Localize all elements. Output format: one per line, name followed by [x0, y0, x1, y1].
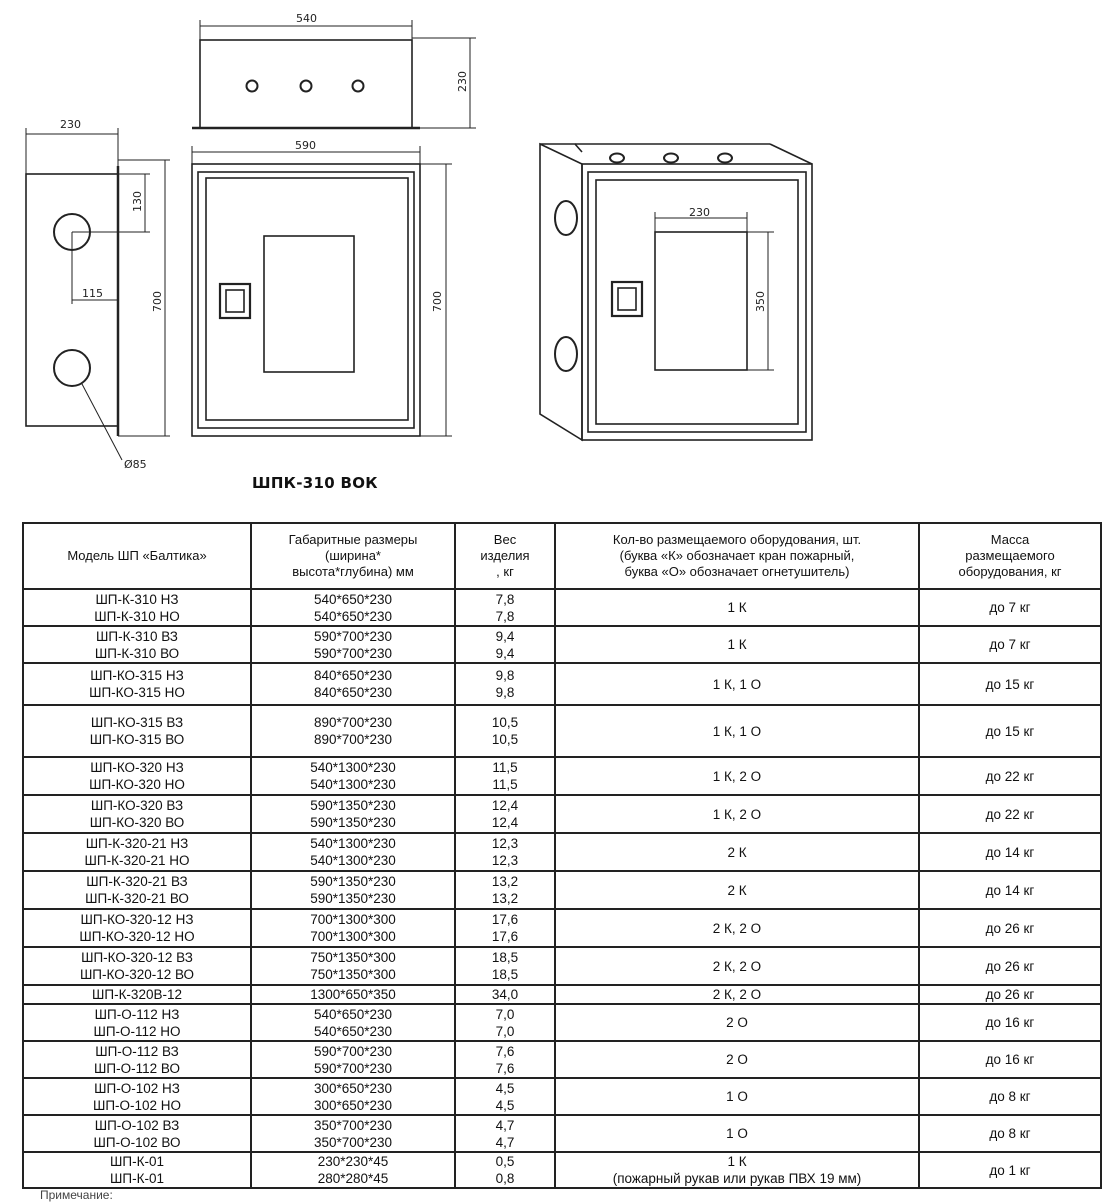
dimensions-cell-line: 590*1350*230 — [310, 798, 396, 813]
weight-cell — [455, 705, 555, 757]
dimensions-cell — [251, 795, 455, 833]
equipment-cell — [555, 909, 919, 947]
model-cell — [23, 705, 251, 757]
weight-cell-line: 4,7 — [495, 1117, 515, 1133]
dimensions-cell — [251, 985, 455, 1004]
equipment-cell — [555, 1078, 919, 1115]
weight-cell-line: 10,5 — [491, 715, 519, 730]
model-cell — [23, 589, 251, 626]
dimensions-cell-line: 540*650*230 — [313, 591, 393, 607]
header-dimensions-line: (ширина* — [325, 548, 381, 563]
equipment-cell-line: 1 К — [727, 600, 747, 615]
table-row — [23, 833, 1101, 871]
dimensions-cell — [251, 589, 455, 626]
dimensions-cell-line: 300*650*230 — [313, 1097, 393, 1113]
model-cell-line: ШП-К-320-21 НЗ — [85, 836, 189, 851]
model-cell-line: ШП-КО-320-12 ВЗ — [81, 950, 193, 965]
equipment-cell-line: 2 О — [726, 1052, 748, 1067]
equipment-cell-line: 1 К — [727, 1154, 747, 1169]
dimensions-cell — [251, 1078, 455, 1115]
model-cell — [23, 833, 251, 871]
weight-cell-line: 18,5 — [491, 967, 519, 982]
dimensions-cell-line: 280*280*45 — [317, 1171, 389, 1186]
weight-cell-line: 10,5 — [491, 732, 519, 747]
weight-cell-line: 4,7 — [495, 1134, 515, 1150]
table-header-row — [23, 523, 1101, 589]
model-cell — [23, 663, 251, 705]
header-model-line: Модель ШП «Балтика» — [67, 548, 207, 563]
mass-cell: до 8 кг — [919, 1115, 1101, 1152]
equipment-cell — [555, 833, 919, 871]
dimensions-cell-line: 540*650*230 — [313, 1023, 393, 1039]
weight-cell-line: 9,4 — [495, 628, 515, 644]
model-cell — [23, 871, 251, 909]
equipment-cell — [555, 795, 919, 833]
model-cell-line: ШП-К-320-21 ВО — [85, 891, 189, 906]
weight-cell-line: 12,4 — [491, 815, 519, 830]
mass-cell: до 26 кг — [919, 947, 1101, 985]
model-cell-line: ШП-КО-315 ВЗ — [90, 715, 184, 730]
table-row — [23, 1152, 1101, 1188]
weight-cell-line: 7,8 — [495, 591, 515, 607]
weight-cell — [455, 833, 555, 871]
weight-cell — [455, 909, 555, 947]
dimensions-cell-line: 540*1300*230 — [310, 853, 396, 868]
equipment-cell — [555, 1115, 919, 1152]
equipment-cell-line: 1 О — [726, 1126, 748, 1141]
dimensions-cell — [251, 1041, 455, 1078]
mass-cell: до 22 кг — [919, 795, 1101, 833]
weight-cell-line: 11,5 — [492, 760, 518, 775]
model-cell-line: ШП-КО-320 НО — [89, 777, 185, 792]
weight-cell-line: 17,6 — [491, 929, 519, 944]
model-cell-line: ШП-К-310 НО — [94, 608, 180, 624]
hole-diameter-label: Ø85 — [124, 458, 147, 471]
mass-cell: до 15 кг — [919, 663, 1101, 705]
dimensions-cell-line: 590*700*230 — [313, 628, 393, 644]
dimensions-cell-line: 890*700*230 — [313, 715, 393, 730]
model-cell — [23, 626, 251, 663]
weight-cell-line: 34,0 — [491, 987, 519, 1002]
weight-cell-line: 9,8 — [495, 668, 515, 683]
weight-cell — [455, 795, 555, 833]
front-view-width-label: 590 — [295, 139, 316, 152]
header-equipment-line: Кол-во размещаемого оборудования, шт. — [612, 532, 862, 547]
equipment-cell — [555, 663, 919, 705]
equipment-cell — [555, 1004, 919, 1041]
equipment-cell-line: 2 К, 2 О — [712, 920, 762, 936]
model-cell-line: ШП-О-102 ВО — [93, 1134, 181, 1150]
weight-cell — [455, 757, 555, 795]
dimensions-cell-line: 840*650*230 — [313, 685, 393, 700]
model-cell-line: ШП-КО-315 НО — [89, 685, 185, 700]
spec-table — [22, 522, 1102, 1189]
header-mass-line: Масса — [990, 532, 1030, 547]
model-cell-line: ШП-О-112 ВЗ — [95, 1043, 179, 1059]
dimensions-cell-line: 540*1300*230 — [310, 760, 396, 775]
top-view-width-label: 540 — [296, 12, 317, 25]
top-view-depth-label: 230 — [456, 71, 469, 92]
header-weight-line: , кг — [496, 564, 514, 579]
weight-cell-line: 12,3 — [491, 836, 519, 851]
dimensions-cell-line: 300*650*230 — [313, 1080, 393, 1096]
weight-cell — [455, 1115, 555, 1152]
dimensions-cell-line: 590*700*230 — [313, 1060, 393, 1076]
side-view-height-label: 700 — [151, 291, 164, 312]
model-cell-line: ШП-О-112 ВО — [94, 1060, 180, 1076]
dimensions-cell-line: 890*700*230 — [313, 732, 393, 747]
dimensions-cell-line: 700*1300*300 — [310, 929, 396, 944]
table-row — [23, 1115, 1101, 1152]
table-row — [23, 663, 1101, 705]
equipment-cell — [555, 1041, 919, 1078]
mass-cell: до 16 кг — [919, 1041, 1101, 1078]
dimensions-cell-line: 750*1350*300 — [310, 950, 396, 965]
table-row — [23, 795, 1101, 833]
model-cell-line: ШП-К-320-21 ВЗ — [86, 874, 188, 889]
dimensions-cell-line: 590*700*230 — [313, 645, 393, 661]
mass-cell: до 7 кг — [919, 589, 1101, 626]
dimensions-cell-line: 1300*650*350 — [310, 987, 396, 1002]
weight-cell-line: 4,5 — [495, 1080, 515, 1096]
equipment-cell-line: 1 К, 1 О — [712, 676, 762, 692]
dimensions-cell — [251, 663, 455, 705]
side-view-hole-offset-top-label: 130 — [131, 191, 144, 212]
table-row — [23, 871, 1101, 909]
table-body — [23, 589, 1101, 1188]
dimensions-cell — [251, 1004, 455, 1041]
equipment-cell-line: (пожарный рукав или рукав ПВХ 19 мм) — [612, 1171, 862, 1186]
table-row — [23, 626, 1101, 663]
dimensions-cell-line: 350*700*230 — [313, 1134, 393, 1150]
weight-cell — [455, 1078, 555, 1115]
weight-cell-line: 7,6 — [495, 1060, 515, 1076]
header-weight — [455, 523, 555, 589]
mass-cell: до 14 кг — [919, 871, 1101, 909]
weight-cell-line: 13,2 — [491, 891, 519, 906]
side-view-hole-offset-side-label: 115 — [82, 287, 103, 300]
dimensions-cell — [251, 1152, 455, 1188]
model-cell-line: ШП-К-310 ВЗ — [96, 628, 178, 644]
header-mass-line: размещаемого — [965, 548, 1055, 563]
weight-cell — [455, 947, 555, 985]
equipment-cell-line: 2 К — [727, 844, 747, 860]
table-row — [23, 1078, 1101, 1115]
dimensions-cell-line: 590*700*230 — [313, 1043, 393, 1059]
dimensions-cell-line: 540*650*230 — [313, 1006, 393, 1022]
equipment-cell-line: 2 О — [726, 1015, 748, 1030]
dimensions-cell-line: 590*1350*230 — [310, 874, 396, 889]
header-dimensions-line: Габаритные размеры — [288, 532, 418, 547]
header-dimensions — [251, 523, 455, 589]
equipment-cell — [555, 626, 919, 663]
model-cell-line: ШП-КО-320 ВЗ — [90, 798, 184, 813]
mass-cell: до 8 кг — [919, 1078, 1101, 1115]
weight-cell-line: 11,5 — [492, 777, 518, 792]
model-cell-line: ШП-К-01 — [110, 1171, 164, 1186]
top-view-drawing — [192, 20, 476, 128]
mass-cell: до 14 кг — [919, 833, 1101, 871]
mass-cell: до 7 кг — [919, 626, 1101, 663]
header-dimensions-line: высота*глубина) мм — [292, 564, 414, 579]
side-view-depth-label: 230 — [60, 118, 81, 131]
table-row — [23, 757, 1101, 795]
front-view-height-label: 700 — [431, 291, 444, 312]
mass-cell: до 26 кг — [919, 985, 1101, 1004]
table-row — [23, 947, 1101, 985]
table-row — [23, 1041, 1101, 1078]
table-row — [23, 985, 1101, 1004]
weight-cell-line: 7,0 — [495, 1023, 515, 1039]
model-cell-line: ШП-К-310 НЗ — [95, 591, 179, 607]
weight-cell-line: 7,6 — [495, 1043, 515, 1059]
equipment-cell — [555, 947, 919, 985]
header-equipment-line: буква «О» обозначает огнетушитель) — [624, 564, 850, 579]
header-equipment-line: (буква «К» обозначает кран пожарный, — [619, 548, 855, 563]
dimensions-cell — [251, 909, 455, 947]
mass-cell: до 22 кг — [919, 757, 1101, 795]
equipment-cell-line: 2 К — [727, 882, 747, 898]
weight-cell — [455, 626, 555, 663]
weight-cell — [455, 1004, 555, 1041]
dimensions-cell — [251, 833, 455, 871]
weight-cell-line: 12,3 — [491, 853, 519, 868]
model-cell — [23, 1041, 251, 1078]
model-cell — [23, 1078, 251, 1115]
equipment-cell — [555, 985, 919, 1004]
dimensions-cell — [251, 871, 455, 909]
table-row — [23, 589, 1101, 626]
weight-cell — [455, 1041, 555, 1078]
weight-cell — [455, 985, 555, 1004]
weight-cell — [455, 1152, 555, 1188]
mass-cell: до 15 кг — [919, 705, 1101, 757]
model-cell-line: ШП-О-102 ВЗ — [94, 1117, 180, 1133]
dimensions-cell-line: 540*1300*230 — [310, 836, 396, 851]
equipment-cell — [555, 757, 919, 795]
model-cell — [23, 1115, 251, 1152]
mass-cell: до 26 кг — [919, 909, 1101, 947]
model-cell-line: ШП-О-102 НО — [92, 1097, 182, 1113]
model-cell — [23, 947, 251, 985]
dimensions-cell-line: 750*1350*300 — [310, 967, 396, 982]
weight-cell-line: 0,8 — [495, 1171, 515, 1186]
model-cell — [23, 909, 251, 947]
technical-drawings — [0, 0, 1120, 500]
dimensions-cell — [251, 947, 455, 985]
model-cell-line: ШП-КО-320-12 ВО — [79, 967, 195, 982]
model-cell-line: ШП-К-01 — [110, 1154, 164, 1169]
equipment-cell-line: 2 К, 2 О — [712, 958, 762, 974]
dimensions-cell-line: 700*1300*300 — [310, 912, 396, 927]
weight-cell-line: 18,5 — [491, 950, 519, 965]
model-cell-line: ШП-О-112 НЗ — [94, 1006, 180, 1022]
weight-cell-line: 7,0 — [495, 1006, 515, 1022]
front-view-drawing — [192, 146, 452, 436]
equipment-cell — [555, 1152, 919, 1188]
dimensions-cell-line: 590*1350*230 — [310, 891, 396, 906]
dimensions-cell-line: 350*700*230 — [313, 1117, 393, 1133]
model-cell — [23, 1152, 251, 1188]
header-weight-line: Вес — [493, 532, 517, 547]
weight-cell-line: 0,5 — [495, 1154, 515, 1169]
table-row — [23, 909, 1101, 947]
weight-cell-line: 7,8 — [495, 608, 515, 624]
equipment-cell — [555, 871, 919, 909]
model-cell — [23, 985, 251, 1004]
model-cell-line: ШП-К-310 ВО — [94, 645, 180, 661]
weight-cell-line: 17,6 — [491, 912, 519, 927]
equipment-cell-line: 1 К — [727, 637, 747, 652]
dimensions-cell — [251, 705, 455, 757]
dimensions-cell-line: 540*1300*230 — [310, 777, 396, 792]
weight-cell — [455, 589, 555, 626]
weight-cell-line: 12,4 — [491, 798, 519, 813]
iso-view-drawing — [540, 144, 812, 440]
dimensions-cell — [251, 626, 455, 663]
table-row — [23, 1004, 1101, 1041]
weight-cell-line: 9,8 — [495, 685, 515, 700]
weight-cell-line: 13,2 — [491, 874, 519, 889]
weight-cell — [455, 871, 555, 909]
weight-cell — [455, 663, 555, 705]
header-mass — [919, 523, 1101, 589]
header-mass-line: оборудования, кг — [958, 564, 1062, 579]
model-cell-line: ШП-О-102 НЗ — [94, 1080, 180, 1096]
iso-window-height-label: 350 — [754, 291, 767, 312]
header-weight-line: изделия — [480, 548, 530, 563]
model-cell-line: ШП-О-112 НО — [93, 1023, 181, 1039]
model-cell-line: ШП-КО-320-12 НО — [79, 929, 195, 944]
table-row — [23, 705, 1101, 757]
model-cell — [23, 795, 251, 833]
drawing-caption: ШПК-310 ВОК — [252, 474, 378, 492]
header-model — [23, 523, 251, 589]
equipment-cell-line: 1 К, 2 О — [712, 806, 762, 822]
dimensions-cell-line: 230*230*45 — [317, 1154, 389, 1169]
equipment-cell-line: 1 К, 1 О — [712, 723, 762, 739]
model-cell-line: ШП-КО-320 ВО — [89, 815, 185, 830]
weight-cell-line: 4,5 — [495, 1097, 515, 1113]
footnote: Примечание: — [40, 1188, 113, 1202]
model-cell-line: ШП-К-320-21 НО — [84, 853, 190, 868]
dimensions-cell — [251, 1115, 455, 1152]
dimensions-cell-line: 840*650*230 — [313, 668, 393, 683]
weight-cell-line: 9,4 — [495, 645, 515, 661]
model-cell-line: ШП-КО-315 НЗ — [90, 668, 184, 683]
equipment-cell-line: 1 О — [726, 1089, 748, 1104]
dimensions-cell-line: 590*1350*230 — [310, 815, 396, 830]
equipment-cell-line: 2 К, 2 О — [712, 987, 762, 1002]
model-cell-line: ШП-КО-315 ВО — [89, 732, 185, 747]
model-cell-line: ШП-КО-320 НЗ — [90, 760, 184, 775]
iso-window-width-label: 230 — [689, 206, 710, 219]
header-equipment — [555, 523, 919, 589]
model-cell-line: ШП-К-320В-12 — [92, 987, 182, 1002]
model-cell-line: ШП-КО-320-12 НЗ — [80, 912, 194, 927]
model-cell — [23, 757, 251, 795]
equipment-cell — [555, 705, 919, 757]
equipment-cell-line: 1 К, 2 О — [712, 768, 762, 784]
mass-cell: до 16 кг — [919, 1004, 1101, 1041]
mass-cell: до 1 кг — [919, 1152, 1101, 1188]
dimensions-cell — [251, 757, 455, 795]
dimensions-cell-line: 540*650*230 — [313, 608, 393, 624]
equipment-cell — [555, 589, 919, 626]
model-cell — [23, 1004, 251, 1041]
